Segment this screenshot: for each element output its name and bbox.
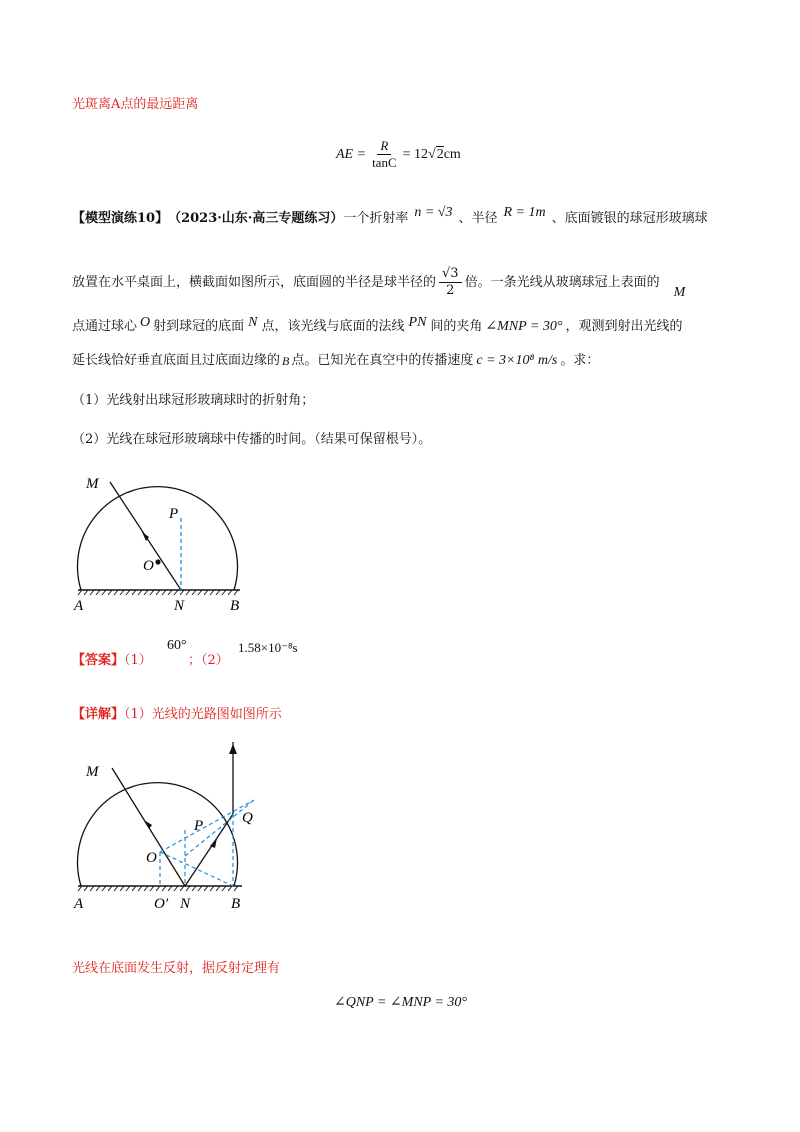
fig2-hatching bbox=[78, 886, 238, 891]
detail-text: （1）光线的光路图如图所示 bbox=[124, 707, 282, 722]
fig2-label-b: B bbox=[231, 896, 241, 912]
r-expression: R = 1m bbox=[503, 205, 546, 220]
fig1-center-dot bbox=[155, 559, 160, 564]
fig1-glass-arc bbox=[78, 487, 238, 590]
fig2-emergent-arrow bbox=[229, 744, 237, 754]
fig2-helper-lines bbox=[160, 800, 254, 886]
answer-value-2: 1.58×10⁻⁸s bbox=[238, 640, 298, 655]
formula-ae-unit: cm bbox=[443, 146, 461, 162]
ratio-fraction bbox=[439, 266, 462, 299]
answer-tag-group bbox=[72, 652, 152, 670]
pn-label: PN bbox=[408, 315, 427, 330]
angle-expression: ∠MNP = 30° bbox=[485, 319, 563, 334]
answer-value-1: 60° bbox=[167, 638, 187, 653]
problem-line-4 bbox=[72, 352, 599, 370]
fig1-label-n: N bbox=[174, 598, 185, 614]
fig1-label-p: P bbox=[169, 506, 179, 522]
ratio-den: 2 bbox=[446, 283, 455, 298]
fig1-label-m: M bbox=[86, 476, 99, 492]
reflect-text: 光线在底面发生反射，据反射定理有 bbox=[72, 961, 281, 976]
problem-source: （2023·山东·高三专题练习） bbox=[168, 211, 344, 226]
fig2-incident-arrow bbox=[144, 820, 152, 829]
line3-d: 间的夹角 bbox=[430, 319, 483, 334]
sqrt-symbol: √ bbox=[428, 146, 436, 162]
detail-tag: 【详解】 bbox=[72, 707, 125, 722]
problem-text-a: 一个折射率 bbox=[343, 211, 409, 226]
fig1-label-o: O bbox=[143, 558, 154, 574]
line3-e: ，观测到射出光线的 bbox=[565, 319, 683, 334]
fig2-label-p: P bbox=[194, 818, 204, 834]
formula-ae bbox=[336, 138, 461, 171]
fig2-label-o-prime: O′ bbox=[154, 896, 169, 912]
fig2-label-m: M bbox=[86, 764, 99, 780]
ratio-num: √3 bbox=[439, 266, 462, 283]
line3-a: 点通过球心 bbox=[72, 319, 138, 334]
c-expression: c = 3×10⁸ m/s bbox=[476, 353, 558, 368]
question-1: （1）光线射出球冠形玻璃球时的折射角； bbox=[72, 393, 315, 408]
answer-tag: 【答案】 bbox=[72, 653, 125, 668]
fig2-label-o: O bbox=[146, 850, 157, 866]
problem-line-3 bbox=[72, 315, 683, 336]
line2-b: 倍。一条光线从玻璃球冠上表面的 bbox=[464, 274, 660, 290]
n-label: N bbox=[248, 315, 258, 330]
fig1-label-b: B bbox=[230, 598, 240, 614]
formula-ae-num: R bbox=[377, 138, 391, 155]
formula-ae-fraction bbox=[369, 138, 400, 171]
figure-1 bbox=[70, 470, 270, 620]
intro-line: 光斑离A点的最远距离 bbox=[72, 97, 199, 112]
figure-2 bbox=[70, 738, 270, 918]
problem-text-b: 、半径 bbox=[458, 211, 498, 226]
o-label: O bbox=[140, 315, 151, 330]
problem-text-c: 、底面镀银的球冠形玻璃球 bbox=[551, 211, 708, 226]
formula-ae-rad: 2 bbox=[436, 147, 444, 162]
fig1-label-a: A bbox=[74, 598, 84, 614]
question-2: （2）光线在球冠形玻璃球中传播的时间。（结果可保留根号）。 bbox=[72, 432, 432, 447]
line2-a: 放置在水平桌面上，横截面如图所示，底面圆的半径是球半径的 bbox=[72, 274, 437, 290]
formula-ae-eq: = 12 bbox=[402, 146, 429, 162]
fig2-label-n: N bbox=[180, 896, 191, 912]
m-label: M bbox=[673, 284, 686, 300]
problem-line-1 bbox=[72, 205, 708, 228]
fig2-glass-arc bbox=[78, 783, 238, 886]
line3-b: 射到球冠的底面 bbox=[153, 319, 245, 334]
problem-tag: 【模型演练10】 bbox=[72, 211, 169, 226]
fig1-hatching bbox=[78, 590, 238, 595]
fig2-label-a: A bbox=[74, 896, 84, 912]
fig2-label-q: Q bbox=[242, 810, 253, 826]
formula-ae-den: tanC bbox=[372, 155, 397, 170]
detail-line bbox=[72, 706, 282, 724]
line3-c: 点，该光线与底面的法线 bbox=[261, 319, 405, 334]
line4-b: 点。已知光在真空中的传播速度 bbox=[291, 353, 474, 368]
line4-c: 。求： bbox=[560, 353, 600, 368]
line4-a: 延长线恰好垂直底面且过底面边缘的 bbox=[72, 353, 281, 368]
answer-separator: ；（2） bbox=[188, 653, 229, 668]
b-label: B bbox=[282, 354, 290, 368]
problem-line-2 bbox=[72, 266, 685, 299]
reflect-formula: ∠QNP = ∠MNP = 30° bbox=[334, 995, 467, 1010]
n-expression: n = √3 bbox=[414, 205, 453, 220]
answer-part-1: （1） bbox=[124, 653, 152, 668]
formula-ae-lhs: AE = bbox=[336, 146, 367, 162]
